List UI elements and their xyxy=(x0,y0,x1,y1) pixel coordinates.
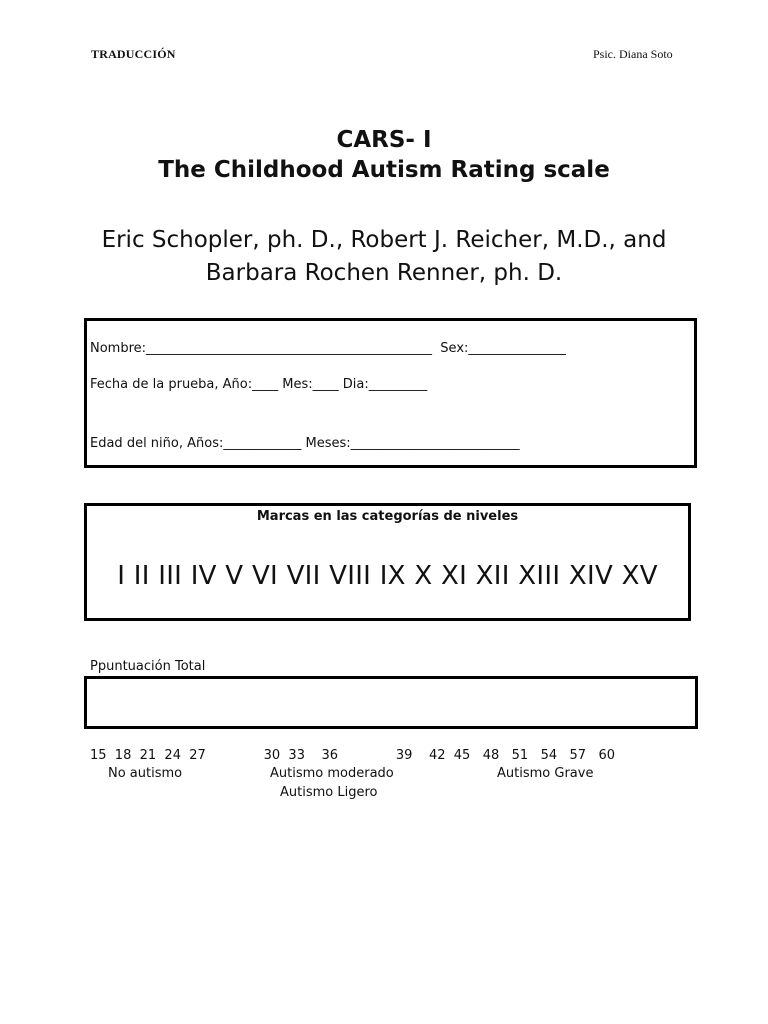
page-title: CARS- I xyxy=(336,127,432,153)
total-score-label: Ppuntuación Total xyxy=(90,659,206,674)
authors-line-2: Barbara Rochen Renner, ph. D. xyxy=(205,260,563,286)
total-score-box[interactable] xyxy=(84,676,698,729)
level-marks-heading: Marcas en las categorías de niveles xyxy=(256,509,519,524)
child-age-field[interactable]: Edad del niño, Años:____________ Meses:__________________________ xyxy=(90,436,520,451)
page-subtitle: The Childhood Autism Rating scale xyxy=(158,157,610,183)
scale-label-moderate: Autismo moderado xyxy=(270,766,394,781)
header-left-label: TRADUCCIÓN xyxy=(91,47,176,61)
score-scale-numbers: 15 18 21 24 27 30 33 36 39 42 45 48 51 54 57 60 xyxy=(90,748,616,763)
authors-line-1: Eric Schopler, ph. D., Robert J. Reicher, M.D., and xyxy=(101,227,667,253)
scale-label-severe: Autismo Grave xyxy=(497,766,594,781)
level-numerals: I II III IV V VI VII VIII IX X XI XII XIII XIV XV xyxy=(117,561,658,591)
scale-label-mild: Autismo Ligero xyxy=(280,785,378,800)
test-date-field[interactable]: Fecha de la prueba, Año:____ Mes:____ Dia:_________ xyxy=(90,377,428,392)
scale-label-no-autism: No autismo xyxy=(108,766,183,781)
name-sex-field[interactable]: Nombre:____________________________________________ Sex:_______________ xyxy=(90,341,566,356)
header-author: Psic. Diana Soto xyxy=(593,47,673,61)
